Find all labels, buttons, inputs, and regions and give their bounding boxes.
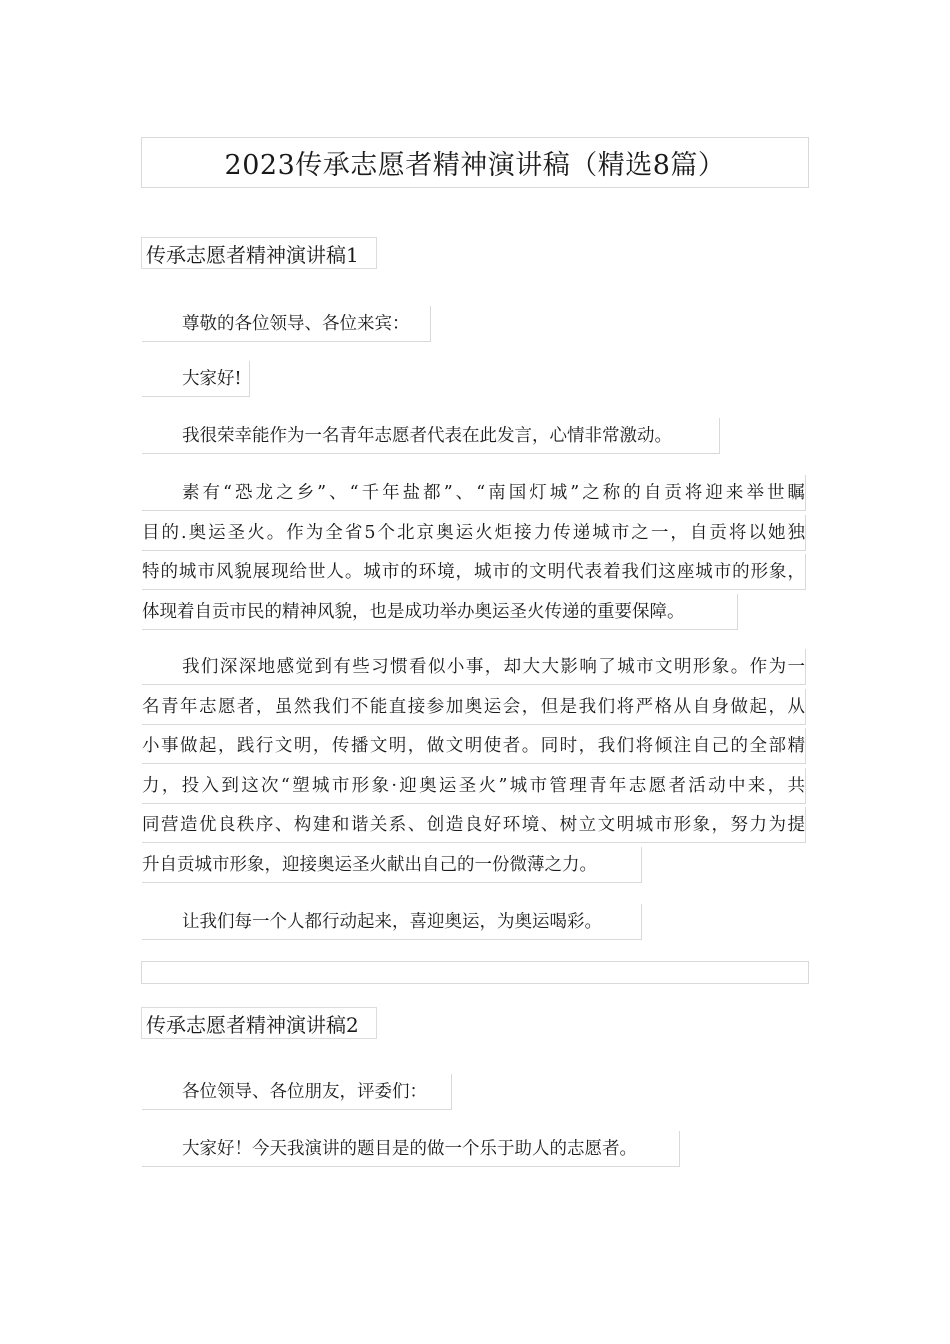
greeting-line: 大家好! xyxy=(142,361,250,397)
document-title: 2023传承志愿者精神演讲稿（精选8篇） xyxy=(224,150,726,181)
speech1-intro xyxy=(142,418,808,458)
section-divider-box xyxy=(141,961,809,984)
speech1-closing xyxy=(142,904,808,944)
speech2-heading: 传承志愿者精神演讲稿2 xyxy=(146,1012,359,1037)
speech1-heading: 传承志愿者精神演讲稿1 xyxy=(146,242,359,267)
paragraph-line: 小事做起，践行文明，传播文明，做文明使者。同时，我们将倾注自己的全部精 xyxy=(142,728,806,764)
intro-line: 我很荣幸能作为一名青年志愿者代表在此发言，心情非常激动。 xyxy=(142,418,720,454)
paragraph-line: 名青年志愿者，虽然我们不能直接参加奥运会，但是我们将严格从自身做起，从 xyxy=(142,689,806,725)
paragraph-line: 升自贡城市形象，迎接奥运圣火献出自己的一份微薄之力。 xyxy=(142,847,642,883)
speech1-paragraph-2 xyxy=(142,649,808,886)
paragraph-line: 体现着自贡市民的精神风貌，也是成功举办奥运圣火传递的重要保障。 xyxy=(142,594,738,630)
salutation-line: 尊敬的各位领导、各位来宾： xyxy=(142,306,431,342)
speech1-paragraph-1 xyxy=(142,475,808,633)
speech2-heading-box xyxy=(141,1007,377,1039)
paragraph-line: 素有“恐龙之乡”、“千年盐都”、“南国灯城”之称的自贡将迎来举世瞩 xyxy=(142,475,806,511)
document-title-box xyxy=(141,137,809,188)
speech2-greeting xyxy=(142,1131,808,1171)
paragraph-line: 我们深深地感觉到有些习惯看似小事，却大大影响了城市文明形象。作为一 xyxy=(142,649,806,685)
paragraph-line: 力，投入到这次“塑城市形象·迎奥运圣火”城市管理青年志愿者活动中来，共 xyxy=(142,768,806,804)
speech2-salutation xyxy=(142,1074,808,1114)
paragraph-line: 特的城市风貌展现给世人。城市的环境，城市的文明代表着我们这座城市的形象， xyxy=(142,554,806,590)
salutation-line: 各位领导、各位朋友，评委们： xyxy=(142,1074,452,1110)
closing-line: 让我们每一个人都行动起来，喜迎奥运，为奥运喝彩。 xyxy=(142,904,642,940)
speech1-greeting xyxy=(142,361,808,401)
speech1-heading-box xyxy=(141,237,377,269)
greeting-line: 大家好！今天我演讲的题目是的做一个乐于助人的志愿者。 xyxy=(142,1131,680,1167)
paragraph-line: 同营造优良秩序、构建和谐关系、创造良好环境、树立文明城市形象，努力为提 xyxy=(142,807,806,843)
paragraph-line: 目的.奥运圣火。作为全省5个北京奥运火炬接力传递城市之一，自贡将以她独 xyxy=(142,515,806,551)
speech1-salutation xyxy=(142,306,808,346)
